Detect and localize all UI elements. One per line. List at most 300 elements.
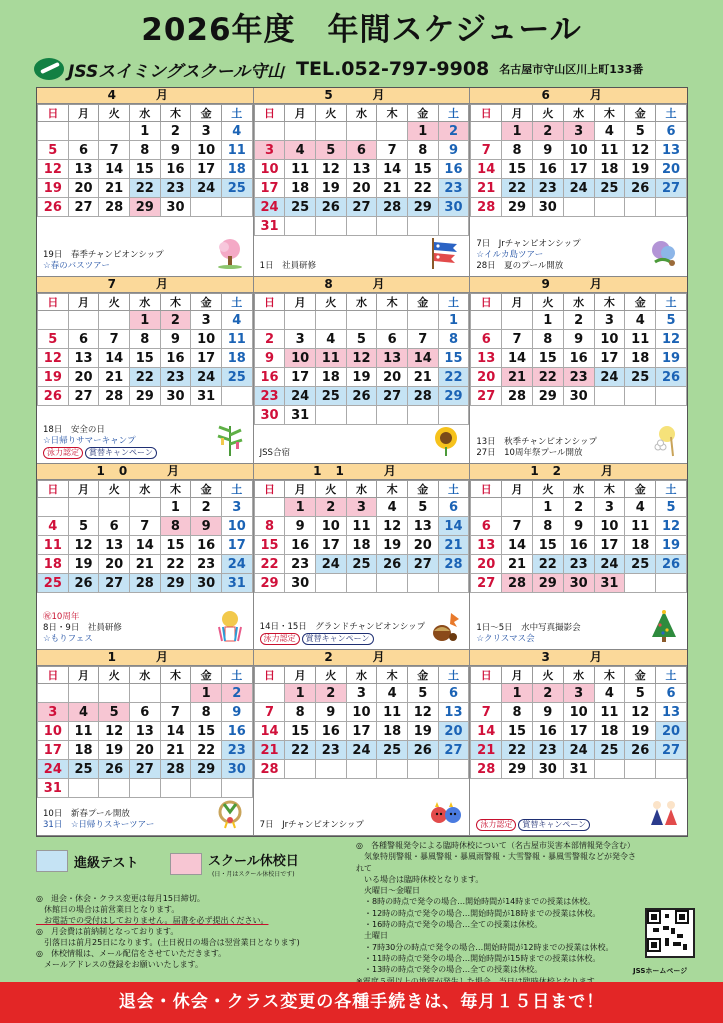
weekday-header: 土 [438,667,469,684]
day-cell: 27 [129,760,160,779]
day-cell: 17 [563,160,594,179]
event-note: 7日 Jrチャンピオンシップ [259,820,364,830]
day-cell [438,217,469,236]
day-cell: 15 [532,536,563,555]
weekday-header: 木 [594,105,625,122]
day-cell: 12 [625,141,656,160]
day-cell: 31 [254,217,285,236]
weekday-header: 日 [254,481,285,498]
day-cell: 17 [191,160,222,179]
phone-number[interactable]: TEL.052-797-9908 [296,58,490,80]
day-cell: 30 [221,760,252,779]
day-cell [191,198,222,217]
weekday-header: 月 [502,105,533,122]
day-cell [407,406,438,425]
day-cell [471,122,502,141]
day-cell: 9 [532,141,563,160]
day-cell: 14 [502,536,533,555]
day-cell: 24 [563,741,594,760]
month-notes [476,437,643,459]
day-cell: 19 [656,349,687,368]
day-cell: 20 [99,555,130,574]
day-cell: 13 [377,349,408,368]
weekday-header: 金 [625,105,656,122]
week-row [38,574,253,593]
warning-note: 火曜日～金曜日 [356,886,420,896]
day-cell: 11 [594,141,625,160]
event-note: 1日 社員研修 [259,261,317,271]
day-cell: 23 [254,387,285,406]
weekday-header: 月 [502,481,533,498]
day-cell: 9 [438,141,469,160]
day-cell: 2 [315,498,346,517]
day-cell: 15 [129,160,160,179]
oni-icon [429,795,463,829]
event-note: 27日 10周年祭プール開放 [476,448,583,458]
day-cell [377,760,408,779]
month-title: 11 月 [254,464,470,480]
badge-row [43,447,209,459]
month-block [470,277,687,464]
month-calendar [254,480,470,593]
day-cell [346,574,377,593]
new-year-decoration-icon [213,795,247,829]
day-cell: 14 [502,349,533,368]
day-cell: 24 [346,741,377,760]
day-cell: 6 [99,517,130,536]
weekday-header: 木 [377,667,408,684]
day-cell: 25 [594,179,625,198]
day-cell: 20 [129,741,160,760]
day-cell: 16 [563,349,594,368]
day-cell [625,198,656,217]
month-calendar [254,293,470,425]
day-cell: 24 [285,387,316,406]
day-cell: 23 [438,179,469,198]
day-cell [656,574,687,593]
week-row [254,498,469,517]
day-cell: 18 [594,722,625,741]
day-cell: 19 [625,160,656,179]
day-cell: 27 [656,179,687,198]
day-cell: 24 [221,555,252,574]
day-cell: 7 [99,330,130,349]
event-note: 14日・15日 グランドチャンピオンシップ [259,622,426,632]
day-cell: 29 [160,574,191,593]
day-cell: 8 [160,517,191,536]
warning-note: 気象特別警報・暴風警報・暴風雨警報・大雪警報・暴風雪警報などが発令されて [356,852,636,873]
day-cell: 27 [68,198,99,217]
day-cell: 5 [407,684,438,703]
day-cell: 28 [502,574,533,593]
week-row [38,684,253,703]
weekday-header: 土 [221,667,252,684]
week-row [38,349,253,368]
day-cell: 24 [594,368,625,387]
day-cell: 29 [129,387,160,406]
week-row [38,198,253,217]
month-block [254,277,471,464]
month-calendar [37,104,253,217]
day-cell [407,311,438,330]
day-cell [377,311,408,330]
day-cell: 1 [407,122,438,141]
month-calendar [37,480,253,593]
day-cell: 22 [438,368,469,387]
day-cell: 25 [221,368,252,387]
day-cell [377,217,408,236]
day-cell: 24 [191,179,222,198]
week-row [38,722,253,741]
day-cell: 10 [254,160,285,179]
week-row [471,368,687,387]
day-cell: 15 [532,349,563,368]
day-cell: 18 [625,536,656,555]
week-row [38,141,253,160]
week-row [38,368,253,387]
month-calendar [470,293,687,406]
weekday-header: 土 [438,294,469,311]
day-cell: 5 [656,498,687,517]
day-cell: 14 [438,517,469,536]
day-cell: 25 [221,179,252,198]
weekday-header: 金 [407,294,438,311]
month-block [37,277,254,464]
day-cell: 18 [38,555,69,574]
day-cell: 19 [407,722,438,741]
week-row [254,122,469,141]
day-cell [38,684,69,703]
qr-code-icon[interactable] [645,908,695,958]
badge-row [476,819,643,831]
day-cell: 8 [532,517,563,536]
day-cell: 22 [160,555,191,574]
day-cell: 25 [377,741,408,760]
day-cell: 23 [160,179,191,198]
school-name: JSSスイミングスクール守山 [68,61,285,82]
moon-viewing-icon [647,423,681,457]
day-cell: 8 [191,703,222,722]
day-cell: 4 [594,122,625,141]
weekday-header: 火 [315,667,346,684]
weekday-header: 金 [191,667,222,684]
weekday-header: 月 [502,294,533,311]
day-cell: 6 [656,684,687,703]
day-cell [346,122,377,141]
day-cell: 11 [68,722,99,741]
day-cell: 15 [254,536,285,555]
day-cell: 11 [315,349,346,368]
day-cell: 13 [656,703,687,722]
day-cell: 22 [254,555,285,574]
event-note: ☆日帰りサマーキャンプ [43,436,136,446]
day-cell: 28 [129,574,160,593]
day-cell: 8 [438,330,469,349]
day-cell: 24 [594,555,625,574]
day-cell: 10 [315,517,346,536]
day-cell: 1 [502,122,533,141]
day-cell [502,311,533,330]
month-block [470,650,687,836]
day-cell: 7 [129,517,160,536]
policy-note: メールアドレスの登録をお願いいたします。 [36,960,203,969]
month-title: 2 月 [254,650,470,666]
day-cell: 7 [407,330,438,349]
day-cell [625,760,656,779]
day-cell: 20 [471,368,502,387]
day-cell: 2 [438,122,469,141]
weekday-header: 火 [99,667,130,684]
day-cell: 10 [191,141,222,160]
day-cell: 17 [254,179,285,198]
day-cell: 23 [315,741,346,760]
day-cell [160,779,191,798]
day-cell: 29 [407,198,438,217]
day-cell: 16 [532,722,563,741]
weekday-header: 水 [563,105,594,122]
week-row [471,760,687,779]
event-note: 31日 ☆日帰りスキーツアー [43,820,155,830]
event-note: 1日～5日 水中写真撮影会 [476,623,581,633]
week-row [471,517,687,536]
week-row [38,555,253,574]
day-cell: 5 [656,311,687,330]
weekday-header: 金 [407,667,438,684]
month-block [470,464,687,650]
week-row [471,198,687,217]
day-cell: 3 [563,684,594,703]
day-cell: 31 [594,574,625,593]
day-cell: 14 [99,160,130,179]
weekday-header: 日 [471,481,502,498]
day-cell: 25 [315,387,346,406]
day-cell: 12 [68,536,99,555]
policy-note: ◎ 休校情報は、メール配信をさせていただきます。 [36,949,227,958]
event-note: ☆春のバスツアー [43,261,110,271]
weekday-header: 月 [68,481,99,498]
day-cell: 29 [191,760,222,779]
day-cell: 4 [625,311,656,330]
day-cell: 25 [625,368,656,387]
day-cell [254,122,285,141]
week-row [471,141,687,160]
day-cell: 20 [68,179,99,198]
day-cell: 28 [160,760,191,779]
day-cell: 23 [285,555,316,574]
day-cell [502,498,533,517]
day-cell: 26 [68,574,99,593]
month-block [254,88,471,277]
weekday-header: 金 [191,481,222,498]
warning-note: ・7時30分の時点で発令の場合…開始時間が12時までの授業は休校。 [356,942,614,952]
weekday-header: 火 [532,481,563,498]
swim-certification-badge: 泳力認定 [260,633,300,645]
day-cell: 21 [160,741,191,760]
day-cell: 1 [129,122,160,141]
month-notes [260,261,426,272]
weekday-header: 水 [346,667,377,684]
weekday-header: 土 [221,294,252,311]
day-cell: 9 [160,141,191,160]
day-cell: 10 [221,517,252,536]
swim-certification-badge: 泳力認定 [43,447,83,459]
day-cell: 16 [221,722,252,741]
day-cell: 12 [625,703,656,722]
month-title: 6 月 [470,88,687,104]
weekday-header: 水 [346,105,377,122]
week-row [254,517,469,536]
week-row [471,330,687,349]
day-cell: 4 [221,122,252,141]
day-cell: 3 [254,141,285,160]
week-row [471,122,687,141]
day-cell: 19 [38,368,69,387]
day-cell: 13 [471,536,502,555]
day-cell: 13 [99,536,130,555]
anniversary-ball-icon [213,609,247,643]
day-cell: 1 [285,684,316,703]
calendar-grid [36,87,688,837]
month-calendar [470,480,687,593]
day-cell [38,498,69,517]
day-cell [377,574,408,593]
day-cell: 10 [191,330,222,349]
day-cell: 3 [563,122,594,141]
day-cell: 13 [129,722,160,741]
day-cell [129,684,160,703]
day-cell: 20 [377,368,408,387]
day-cell [68,122,99,141]
day-cell: 17 [191,349,222,368]
day-cell: 28 [407,387,438,406]
weekday-header: 金 [191,105,222,122]
day-cell: 22 [532,555,563,574]
day-cell [407,574,438,593]
day-cell: 10 [285,349,316,368]
day-cell: 7 [471,141,502,160]
day-cell: 28 [377,198,408,217]
day-cell: 10 [563,703,594,722]
day-cell [346,217,377,236]
day-cell: 11 [594,703,625,722]
day-cell: 21 [502,555,533,574]
weekday-header: 土 [656,294,687,311]
day-cell: 26 [99,760,130,779]
day-cell: 18 [285,179,316,198]
week-row [254,684,469,703]
day-cell: 29 [254,574,285,593]
week-row [38,741,253,760]
day-cell: 19 [315,179,346,198]
weekday-header: 木 [377,481,408,498]
day-cell: 30 [563,387,594,406]
day-cell [38,122,69,141]
policy-note: 休館日の場合は前営業日となります。 [36,905,180,914]
day-cell [656,387,687,406]
day-cell: 21 [99,368,130,387]
weekday-header: 月 [285,667,316,684]
day-cell: 6 [68,330,99,349]
month-title: 3 月 [470,650,687,666]
day-cell: 28 [502,387,533,406]
day-cell: 10 [346,703,377,722]
day-cell: 5 [38,141,69,160]
weekday-header: 水 [563,667,594,684]
campaign-badge: 賞替キャンペーン [518,819,590,831]
day-cell: 8 [254,517,285,536]
weekday-header: 日 [38,294,69,311]
weekday-header: 水 [129,105,160,122]
weekday-header: 日 [471,667,502,684]
day-cell: 30 [285,574,316,593]
weekday-header: 金 [191,294,222,311]
weekday-header: 火 [99,294,130,311]
day-cell: 9 [563,517,594,536]
weekday-header: 火 [532,667,563,684]
day-cell: 18 [221,160,252,179]
day-cell: 6 [471,330,502,349]
weekday-header: 木 [160,294,191,311]
weekday-header: 水 [563,294,594,311]
weekday-header: 木 [160,105,191,122]
day-cell: 11 [38,536,69,555]
day-cell: 23 [563,555,594,574]
weekday-header: 火 [99,481,130,498]
week-row [471,574,687,593]
day-cell: 5 [346,330,377,349]
day-cell: 20 [471,555,502,574]
day-cell: 30 [563,574,594,593]
day-cell: 8 [502,141,533,160]
day-cell: 30 [254,406,285,425]
day-cell: 12 [38,349,69,368]
day-cell: 27 [99,574,130,593]
week-row [254,368,469,387]
day-cell: 27 [438,741,469,760]
legend-closed-swatch [170,853,202,875]
weekday-header: 日 [471,105,502,122]
warning-note: 土曜日 [356,931,388,941]
day-cell: 13 [407,517,438,536]
hydrangea-icon [647,236,681,270]
week-row [254,349,469,368]
weekday-header: 火 [532,294,563,311]
day-cell [254,498,285,517]
day-cell: 1 [532,311,563,330]
day-cell: 30 [438,198,469,217]
day-cell: 6 [377,330,408,349]
weekday-header: 土 [221,481,252,498]
day-cell: 4 [594,684,625,703]
warning-note: ・8時の時点で発令の場合…開始時間が14時までの授業は休校。 [356,897,596,907]
day-cell: 22 [129,368,160,387]
day-cell [656,198,687,217]
day-cell: 17 [315,536,346,555]
sunflower-icon [429,423,463,457]
month-calendar [254,104,470,236]
weekday-header: 日 [38,667,69,684]
week-row [254,387,469,406]
day-cell: 19 [656,536,687,555]
day-cell: 14 [377,160,408,179]
event-note: JSS合宿 [259,448,290,458]
day-cell: 8 [285,703,316,722]
day-cell: 2 [532,684,563,703]
day-cell: 16 [191,536,222,555]
month-notes [260,448,426,459]
week-row [471,498,687,517]
day-cell: 13 [438,703,469,722]
